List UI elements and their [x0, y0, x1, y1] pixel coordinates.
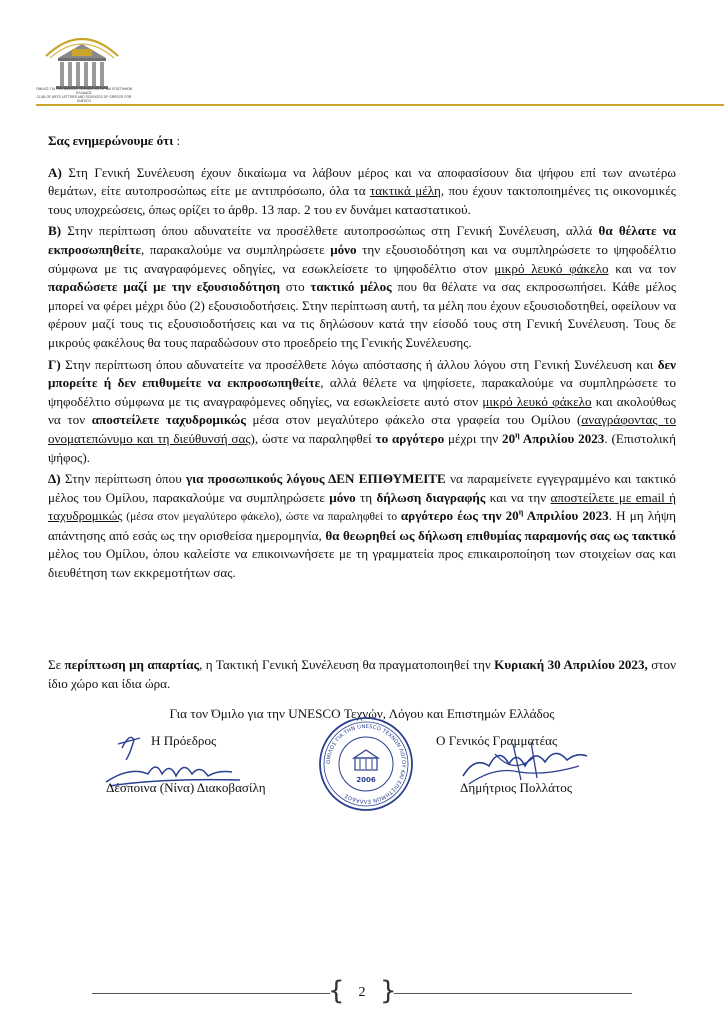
para-c-bold: το αργότερο — [375, 430, 445, 446]
para-d-text: τη — [355, 489, 377, 505]
para-d-label: Δ) — [48, 471, 61, 487]
para-d-text: να παραμείνετε εγγεγραμμένο και τακτικό μέλος του Ομίλου, παρακαλούμε να συμπληρώσετε — [48, 471, 676, 505]
paragraph-b — [48, 222, 676, 352]
para-d-bold: δήλωση διαγραφής — [376, 489, 486, 505]
intro-line — [48, 132, 676, 151]
intro-colon: : — [173, 133, 181, 148]
closing-text: στον ίδιο χώρο και ίδια ώρα. — [48, 657, 676, 691]
para-c-underline: μικρό λευκό φάκελο — [482, 393, 592, 409]
closing-bold: Κυριακή 30 Απριλίου 2023, — [494, 657, 648, 672]
president-name: Δέσποινα (Νίνα) Διακοβασίλη — [106, 780, 266, 795]
para-b-text: στο — [280, 279, 311, 295]
organization-line: Για τον Όμιλο για την UNESCO Τεχνών, Λόγου και Επιστημών Ελλάδος — [169, 706, 555, 721]
para-c-bold: 20 — [502, 430, 516, 446]
para-d-underline: αποστείλετε με email ή ταχυδρομικώς — [48, 489, 676, 524]
para-b-text: και να τον — [608, 260, 676, 276]
para-c-text: , αλλά θέλετε να ψηφίσετε, παρακαλούμε να συμπληρώσετε το ψηφοδέλτιο σύμφωνα με τις αναγραφόμενες οδηγίες, να εσωκλείσετε αυτό στον — [48, 375, 676, 409]
para-c-text: και ακολούθως να τον — [48, 393, 676, 428]
logo-caption — [36, 87, 132, 103]
para-d-bold: αργότερο έως την 20 — [400, 508, 519, 524]
para-b-text: , παρακαλούμε να συμπληρώσετε — [141, 241, 331, 257]
para-b-bold: παραδώσετε μαζί με την εξουσιοδότηση — [48, 279, 281, 295]
para-b-underline: μικρό λευκό φάκελο — [494, 260, 609, 276]
para-d-bold: θα θεωρηθεί ως δήλωση επιθυμίας παραμονής σας ως τακτικό — [325, 527, 676, 543]
para-c-bold: δεν μπορείτε ή δεν επιθυμείτε να εκπροσωπηθείτε — [48, 356, 676, 391]
page-number: 2 — [358, 985, 366, 1000]
paragraph-a — [48, 164, 676, 220]
para-c-sup: η — [515, 430, 520, 440]
logo-caption-english: CLUB OF ARTS LETTERS AND SCIENCES OF GREECE FOR UNESCO — [36, 95, 132, 103]
para-a-label: Α) — [48, 164, 62, 180]
para-d-text: (μέσα στον μεγαλύτερο φάκελο), ώστε να παραληφθεί το — [122, 511, 401, 524]
paragraph-c — [48, 356, 676, 468]
para-c-underline: αναγράφοντας το ονοματεπώνυμο και τη διεύθυνσή σας — [48, 412, 676, 446]
para-b-text: την εξουσιοδότηση και να συμπληρώσετε το ψηφοδέλτιο σύμφωνα με τις αναγραφόμενες οδηγίες, να εσωκλείσετε το ψηφοδέλτιο στον — [48, 241, 676, 276]
footer-left-brace-icon: { — [328, 976, 345, 1006]
para-c-text: μέσα στον μεγαλύτερο φάκελο στα γραφεία του Ομίλου ( — [245, 412, 582, 428]
para-d-text: Στην περίπτωση όπου — [60, 471, 186, 487]
secretary-name: Δημήτριος Πολλάτος — [460, 780, 573, 795]
para-b-bold: μόνο — [330, 241, 357, 257]
closing-paragraph — [48, 655, 676, 693]
para-c-text: ), ώστε να παραληφθεί — [250, 430, 376, 446]
para-c-text: Στην περίπτωση όπου αδυνατείτε να προσέλθετε λόγω απόστασης ή άλλου λόγου στη Γενική Συνέλευση και — [60, 356, 658, 372]
para-c-text: μέχρι την — [444, 430, 503, 446]
para-a-text: , που έχουν τακτοποιημένες τις οικονομικές τους υποχρεώσεις, όπως ορίζει το άρθρ. 13 παρ. 2 του εν δυνάμει καταστατικού. — [48, 183, 676, 217]
para-c-label: Γ) — [48, 356, 61, 372]
para-c-bold: αποστείλετε ταχυδρομικώς — [91, 412, 246, 428]
seal-ring-text: ΟΜΙΛΟΣ ΓΙΑ ΤΗΝ UNESCO ΤΕΧΝΩΝ ΛΟΓΟΥ ΚΑΙ ΕΠΙΣΤΗΜΩΝ ΕΛΛΑΔΟΣ — [325, 723, 407, 805]
para-d-text: και να την — [485, 489, 551, 505]
para-a-underline: τακτικά μέλη — [370, 183, 441, 199]
letter-body — [48, 132, 676, 595]
para-b-text: Στην περίπτωση όπου αδυνατείτε να προσέλθετε αυτοπροσώπως στη Γενική Συνέλευση, αλλά — [61, 223, 599, 239]
para-b-label: Β) — [48, 223, 62, 239]
logo-caption-greek: ΟΜΙΛΟΣ ΓΙΑ ΤΗΝ UNESCO ΤΕΧΝΩΝ ΛΟΓΟΥ ΚΑΙ ΕΠΙΣΤΗΜΩΝ ΕΛΛΑΔΟΣ — [36, 87, 133, 95]
para-b-bold: τακτικό μέλος — [310, 279, 392, 295]
closing-text: , η Τακτική Γενική Συνέλευση θα πραγματοποιηθεί την — [199, 657, 495, 672]
official-seal-icon — [318, 716, 414, 812]
footer-right-brace-icon: } — [380, 976, 397, 1006]
para-a-text: Στη Γενική Συνέλευση έχουν δικαίωμα να λάβουν μέρος και να αποφασίσουν δια ψήφου επί των ανωτέρω θεμάτων, είτε αυτοπροσώπως είτε με αντιπρόσωπο, όλα τα — [48, 164, 676, 199]
para-d-bold: Απριλίου 2023 — [523, 508, 609, 524]
paragraph-d — [48, 470, 676, 583]
para-d-sup: η — [518, 507, 524, 517]
header-divider — [36, 104, 724, 106]
seal-year: 2006 — [356, 776, 376, 784]
para-b-text: που θα θέλατε να σας εκπροσωπήσει. Κάθε μέλος μπορεί να φέρει μέχρι δύο (2) εξουσιοδοτήσεις. Στην περίπτωση αυτή, τα μέλη που έχουν εξουσιοδοτηθεί, οφείλουν να φέρουν μαζί τους τις εξουσιοδοτήσεις και να τις δηλώσουν κατά την είσοδό τους στη Γενική Συνέλευση. Τους δε μικρούς φακέλους θα τους παραδώσουν στο προεδρείο της Γενικής Συνέλευσης. — [48, 279, 677, 350]
president-title: Η Πρόεδρος — [151, 733, 217, 748]
closing-bold: περίπτωση μη απαρτίας — [64, 657, 200, 672]
closing-text: Σε — [48, 657, 65, 672]
para-d-text: . Η μη λήψη απάντησης από εσάς ως την ορισθείσα ημερομηνία, — [48, 508, 676, 543]
intro-text: Σας ενημερώνουμε ότι — [48, 133, 174, 148]
para-c-text: . (Επιστολική ψήφος). — [48, 430, 676, 465]
para-d-bold: μόνο — [329, 489, 356, 505]
para-b-bold: θα θέλατε να εκπροσωπηθείτε — [48, 223, 676, 257]
para-d-bold: για προσωπικούς λόγους ΔΕΝ ΕΠΙΘΥΜΕΙΤΕ — [186, 471, 446, 487]
para-c-bold: Απριλίου 2023 — [519, 430, 605, 446]
para-d-text: μέλος του Ομίλου, όπου καλείστε να επικοινωνήσετε με τη γραμματεία προς επικαιροποίηση των στοιχείων σας και διευθέτηση των εκκρεμοτήτων σας. — [48, 546, 676, 581]
page-header — [0, 0, 724, 110]
secretary-title: Ο Γενικός Γραμματέας — [436, 733, 558, 748]
